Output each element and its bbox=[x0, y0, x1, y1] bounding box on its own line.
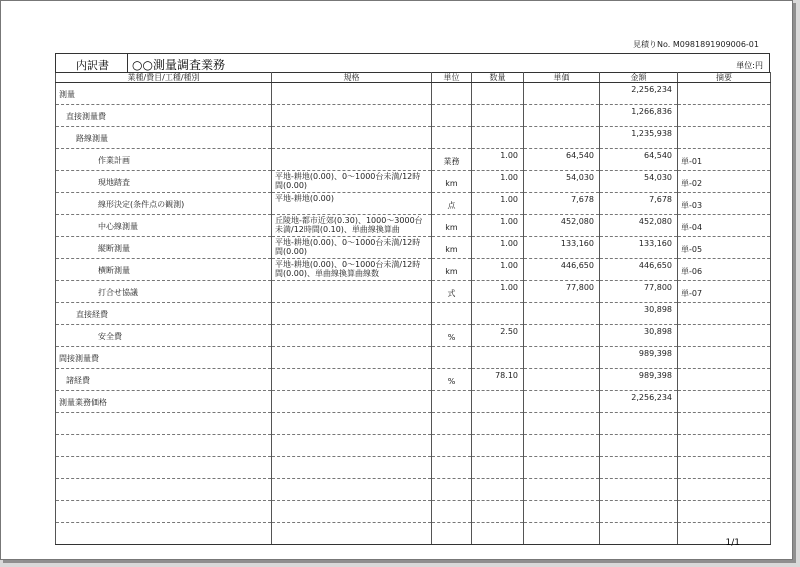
cell-amount bbox=[600, 479, 678, 501]
cell-qty: 1.00 bbox=[472, 237, 524, 259]
cell-amount: 30,898 bbox=[600, 325, 678, 347]
cell-note bbox=[678, 105, 771, 127]
col-header-amount: 金額 bbox=[600, 73, 678, 83]
cell-qty: 1.00 bbox=[472, 193, 524, 215]
cell-item: 中心線測量 bbox=[56, 215, 272, 237]
cell-price: 77,800 bbox=[524, 281, 600, 303]
cell-amount bbox=[600, 435, 678, 457]
cell-amount: 7,678 bbox=[600, 193, 678, 215]
cell-price bbox=[524, 347, 600, 369]
cell-note bbox=[678, 303, 771, 325]
cell-price: 54,030 bbox=[524, 171, 600, 193]
cell-item: 測量業務価格 bbox=[56, 391, 272, 413]
cell-item: 現地踏査 bbox=[56, 171, 272, 193]
cell-unit bbox=[432, 347, 472, 369]
cell-unit bbox=[432, 479, 472, 501]
cell-unit bbox=[432, 457, 472, 479]
cell-amount: 54,030 bbox=[600, 171, 678, 193]
table-row bbox=[56, 479, 771, 501]
cell-amount: 77,800 bbox=[600, 281, 678, 303]
estimate-number: 見積りNo. M0981891909006-01 bbox=[633, 40, 759, 49]
table-row bbox=[56, 435, 771, 457]
cell-amount: 2,256,234 bbox=[600, 83, 678, 105]
doc-label: 内訳書 bbox=[76, 59, 109, 72]
cell-spec bbox=[272, 325, 432, 347]
cell-spec bbox=[272, 347, 432, 369]
title-bar bbox=[55, 53, 770, 73]
col-header-item: 業種/費目/工種/種別 bbox=[56, 73, 272, 83]
cell-amount: 2,256,234 bbox=[600, 391, 678, 413]
cell-price: 7,678 bbox=[524, 193, 600, 215]
cell-item bbox=[56, 435, 272, 457]
cell-unit bbox=[432, 501, 472, 523]
cell-spec bbox=[272, 83, 432, 105]
cell-note bbox=[678, 479, 771, 501]
table-row bbox=[56, 523, 771, 545]
col-header-spec: 規格 bbox=[272, 73, 432, 83]
table-header-row bbox=[56, 73, 771, 83]
cell-qty bbox=[472, 127, 524, 149]
cell-amount: 452,080 bbox=[600, 215, 678, 237]
cell-spec bbox=[272, 457, 432, 479]
cell-spec bbox=[272, 501, 432, 523]
cell-spec bbox=[272, 391, 432, 413]
cell-item bbox=[56, 413, 272, 435]
cell-item: 横断測量 bbox=[56, 259, 272, 281]
cell-note bbox=[678, 83, 771, 105]
cell-price bbox=[524, 83, 600, 105]
cell-spec bbox=[272, 523, 432, 545]
cell-unit bbox=[432, 105, 472, 127]
cell-amount: 1,235,938 bbox=[600, 127, 678, 149]
cell-item: 直接経費 bbox=[56, 303, 272, 325]
cell-qty bbox=[472, 413, 524, 435]
cell-amount bbox=[600, 413, 678, 435]
cell-note bbox=[678, 391, 771, 413]
breakdown-table bbox=[55, 72, 771, 545]
table-row bbox=[56, 501, 771, 523]
cell-item: 直接測量費 bbox=[56, 105, 272, 127]
table-row bbox=[56, 215, 771, 237]
table-row bbox=[56, 259, 771, 281]
cell-price bbox=[524, 303, 600, 325]
cell-spec bbox=[272, 413, 432, 435]
cell-qty bbox=[472, 391, 524, 413]
table-row bbox=[56, 347, 771, 369]
cell-price: 64,540 bbox=[524, 149, 600, 171]
cell-note: 単-05 bbox=[678, 237, 771, 259]
cell-amount: 989,398 bbox=[600, 347, 678, 369]
table-row bbox=[56, 303, 771, 325]
cell-qty: 1.00 bbox=[472, 171, 524, 193]
cell-note bbox=[678, 457, 771, 479]
cell-price bbox=[524, 391, 600, 413]
table-row bbox=[56, 457, 771, 479]
cell-item: 間接測量費 bbox=[56, 347, 272, 369]
cell-unit bbox=[432, 413, 472, 435]
cell-unit bbox=[432, 127, 472, 149]
table-row bbox=[56, 105, 771, 127]
cell-price bbox=[524, 479, 600, 501]
cell-note: 単-03 bbox=[678, 193, 771, 215]
cell-qty bbox=[472, 501, 524, 523]
cell-price bbox=[524, 127, 600, 149]
cell-item bbox=[56, 501, 272, 523]
cell-spec bbox=[272, 149, 432, 171]
cell-price bbox=[524, 523, 600, 545]
cell-note bbox=[678, 413, 771, 435]
cell-price bbox=[524, 501, 600, 523]
table-row bbox=[56, 413, 771, 435]
page-number: 1/1 bbox=[725, 538, 740, 548]
cell-unit: km bbox=[432, 259, 472, 281]
cell-spec bbox=[272, 281, 432, 303]
col-header-note: 摘要 bbox=[678, 73, 771, 83]
cell-unit: 点 bbox=[432, 193, 472, 215]
cell-unit bbox=[432, 523, 472, 545]
cell-note bbox=[678, 369, 771, 391]
cell-note bbox=[678, 347, 771, 369]
cell-qty bbox=[472, 435, 524, 457]
cell-qty: 1.00 bbox=[472, 149, 524, 171]
cell-item: 安全費 bbox=[56, 325, 272, 347]
title-divider bbox=[127, 54, 128, 72]
cell-price: 133,160 bbox=[524, 237, 600, 259]
cell-qty: 2.50 bbox=[472, 325, 524, 347]
cell-qty bbox=[472, 303, 524, 325]
project-name: ○○測量調査業務 bbox=[132, 58, 225, 72]
cell-spec bbox=[272, 127, 432, 149]
cell-amount bbox=[600, 501, 678, 523]
cell-unit bbox=[432, 391, 472, 413]
table-row bbox=[56, 127, 771, 149]
cell-price bbox=[524, 369, 600, 391]
cell-note bbox=[678, 325, 771, 347]
cell-unit: km bbox=[432, 171, 472, 193]
cell-item: 打合せ協議 bbox=[56, 281, 272, 303]
cell-amount: 64,540 bbox=[600, 149, 678, 171]
cell-qty bbox=[472, 457, 524, 479]
cell-item: 線形決定(条件点の観測) bbox=[56, 193, 272, 215]
cell-spec bbox=[272, 303, 432, 325]
col-header-qty: 数量 bbox=[472, 73, 524, 83]
cell-spec: 平地-耕地(0.00)、0～1000台未満/12時間(0.00) bbox=[272, 171, 432, 193]
cell-qty bbox=[472, 479, 524, 501]
cell-amount bbox=[600, 523, 678, 545]
cell-spec bbox=[272, 105, 432, 127]
cell-note: 単-02 bbox=[678, 171, 771, 193]
table-row bbox=[56, 391, 771, 413]
cell-qty: 78.10 bbox=[472, 369, 524, 391]
cell-note: 単-04 bbox=[678, 215, 771, 237]
table-row bbox=[56, 171, 771, 193]
cell-price: 446,650 bbox=[524, 259, 600, 281]
cell-spec: 丘陵地-都市近郊(0.30)、1000～3000台未満/12時間(0.10)、単曲線換算曲 bbox=[272, 215, 432, 237]
cell-amount bbox=[600, 457, 678, 479]
cell-qty: 1.00 bbox=[472, 215, 524, 237]
cell-item bbox=[56, 479, 272, 501]
cell-item bbox=[56, 523, 272, 545]
table-row bbox=[56, 83, 771, 105]
cell-unit bbox=[432, 435, 472, 457]
cell-note: 単-06 bbox=[678, 259, 771, 281]
cell-item: 諸経費 bbox=[56, 369, 272, 391]
table-row bbox=[56, 193, 771, 215]
cell-spec bbox=[272, 479, 432, 501]
cell-amount: 989,398 bbox=[600, 369, 678, 391]
cell-spec: 平地-耕地(0.00)、0～1000台未満/12時間(0.00) bbox=[272, 237, 432, 259]
cell-unit: % bbox=[432, 369, 472, 391]
cell-note bbox=[678, 435, 771, 457]
cell-note: 単-01 bbox=[678, 149, 771, 171]
cell-item bbox=[56, 457, 272, 479]
cell-note: 単-07 bbox=[678, 281, 771, 303]
cell-unit: 業務 bbox=[432, 149, 472, 171]
cell-qty bbox=[472, 83, 524, 105]
currency-unit: 単位:円 bbox=[736, 61, 763, 70]
cell-unit: % bbox=[432, 325, 472, 347]
cell-spec bbox=[272, 369, 432, 391]
table-row bbox=[56, 369, 771, 391]
cell-item: 測量 bbox=[56, 83, 272, 105]
cell-qty: 1.00 bbox=[472, 259, 524, 281]
cell-item: 路線測量 bbox=[56, 127, 272, 149]
cell-spec bbox=[272, 435, 432, 457]
col-header-price: 単価 bbox=[524, 73, 600, 83]
cell-qty bbox=[472, 105, 524, 127]
cell-price bbox=[524, 435, 600, 457]
table-row bbox=[56, 281, 771, 303]
cell-amount: 133,160 bbox=[600, 237, 678, 259]
cell-note bbox=[678, 127, 771, 149]
cell-qty bbox=[472, 523, 524, 545]
cell-qty: 1.00 bbox=[472, 281, 524, 303]
cell-unit: km bbox=[432, 215, 472, 237]
table-row bbox=[56, 325, 771, 347]
cell-spec: 平地-耕地(0.00) bbox=[272, 193, 432, 215]
table-row bbox=[56, 237, 771, 259]
cell-amount: 446,650 bbox=[600, 259, 678, 281]
col-header-unit: 単位 bbox=[432, 73, 472, 83]
cell-price bbox=[524, 105, 600, 127]
cell-note bbox=[678, 523, 771, 545]
cell-unit: 式 bbox=[432, 281, 472, 303]
table-row bbox=[56, 149, 771, 171]
cell-unit bbox=[432, 303, 472, 325]
cell-unit bbox=[432, 83, 472, 105]
cell-spec: 平地-耕地(0.00)、0～1000台未満/12時間(0.00)、単曲線換算曲線数 bbox=[272, 259, 432, 281]
cell-unit: km bbox=[432, 237, 472, 259]
cell-price bbox=[524, 457, 600, 479]
cell-qty bbox=[472, 347, 524, 369]
cell-item: 縦断測量 bbox=[56, 237, 272, 259]
cell-item: 作業計画 bbox=[56, 149, 272, 171]
cell-amount: 1,266,836 bbox=[600, 105, 678, 127]
cell-note bbox=[678, 501, 771, 523]
cell-price bbox=[524, 413, 600, 435]
cell-price: 452,080 bbox=[524, 215, 600, 237]
cell-price bbox=[524, 325, 600, 347]
cell-amount: 30,898 bbox=[600, 303, 678, 325]
